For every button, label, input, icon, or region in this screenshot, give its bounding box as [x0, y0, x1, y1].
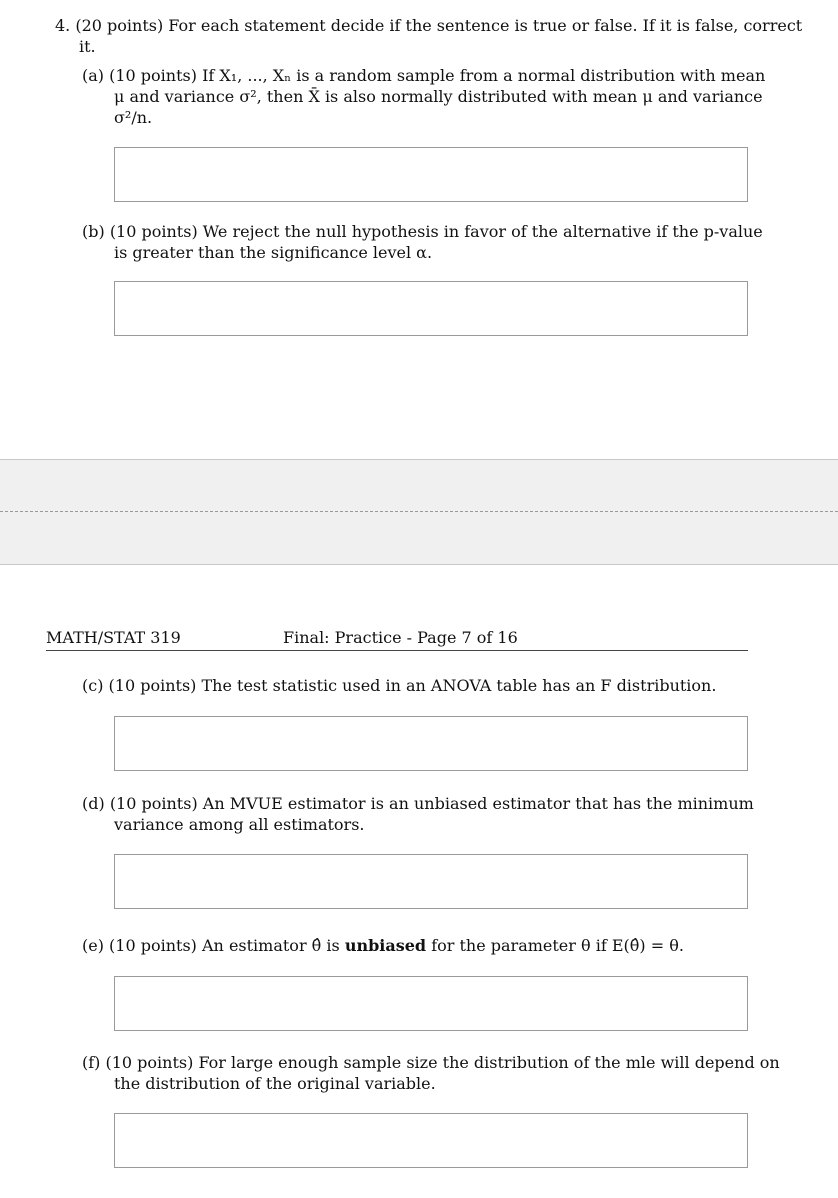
page-break-dashed-line [0, 511, 838, 512]
part-c-line-1: (c) (10 points) The test statistic used in an ANOVA table has an F distribution. [82, 676, 717, 695]
part-e-suffix: for the parameter θ if E(θ̂) = θ. [431, 936, 684, 955]
part-e-prefix: (e) (10 points) An estimator θ̂ is [82, 936, 340, 955]
part-e-line-1 [82, 936, 684, 956]
question-4-heading-cont: it. [79, 37, 96, 56]
question-4-heading: 4. (20 points) For each statement decide if the sentence is true or false. If it is false, correct [55, 16, 803, 35]
part-e-bold-term: unbiased [344, 936, 427, 955]
part-f-line-2: the distribution of the original variable. [114, 1074, 436, 1093]
page-header-rule [46, 650, 748, 651]
part-d-line-2: variance among all estimators. [114, 815, 365, 834]
part-d-answer-box[interactable] [114, 854, 748, 909]
part-c-answer-box[interactable] [114, 716, 748, 771]
part-a-line-2: μ and variance σ², then X̄ is also normally distributed with mean μ and variance [114, 87, 763, 106]
part-b-line-1: (b) (10 points) We reject the null hypothesis in favor of the alternative if the p-value [82, 222, 763, 241]
part-a-line-3: σ²/n. [114, 108, 153, 127]
page-header-title: Final: Practice - Page 7 of 16 [283, 628, 518, 647]
part-f-line-1: (f) (10 points) For large enough sample size the distribution of the mle will depend on [82, 1053, 780, 1072]
part-b-answer-box[interactable] [114, 281, 748, 336]
part-a-line-1: (a) (10 points) If X₁, ..., Xₙ is a random sample from a normal distribution with mean [82, 66, 766, 85]
part-b-line-2: is greater than the significance level α. [114, 243, 433, 262]
page-break [0, 459, 838, 565]
part-a-answer-box[interactable] [114, 147, 748, 202]
part-f-answer-box[interactable] [114, 1113, 748, 1168]
part-e-answer-box[interactable] [114, 976, 748, 1031]
page-header-course: MATH/STAT 319 [46, 628, 181, 647]
part-d-line-1: (d) (10 points) An MVUE estimator is an unbiased estimator that has the minimum [82, 794, 754, 813]
